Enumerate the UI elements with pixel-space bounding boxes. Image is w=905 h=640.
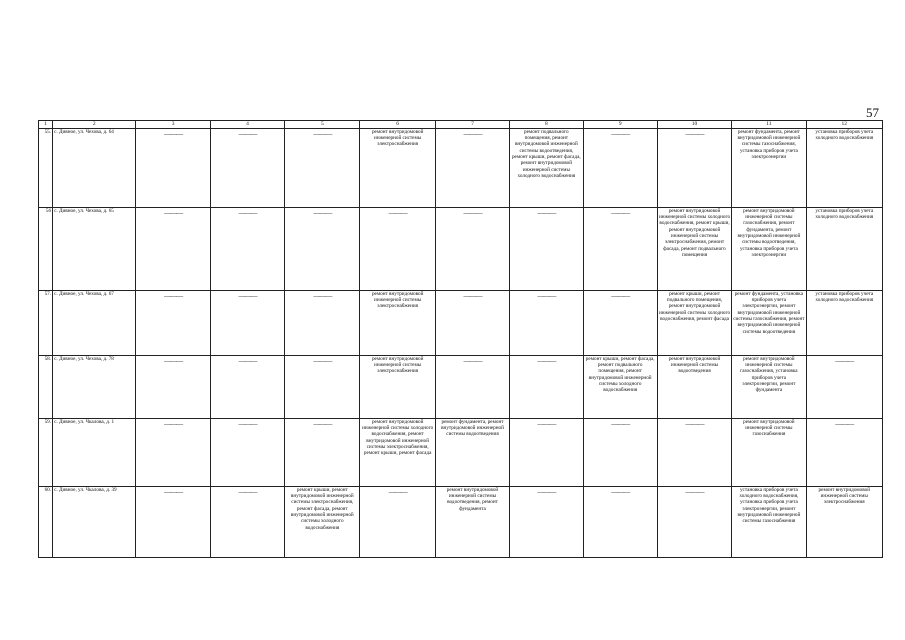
dash-mark: ——— bbox=[685, 487, 704, 496]
dash-mark: ——— bbox=[611, 208, 630, 217]
cell-col3 bbox=[136, 290, 210, 355]
address-cell: с. Дивное, ул. Чкалова, д. 39 bbox=[53, 486, 136, 557]
dash-mark: ——— bbox=[537, 356, 556, 365]
cell-col7: ремонт внутридомовой инженерной системы водоотведения, ремонт фундамента bbox=[435, 486, 509, 557]
table-row bbox=[39, 128, 883, 207]
cell-col4 bbox=[210, 355, 284, 418]
col-header: 10 bbox=[657, 121, 731, 129]
cell-col10 bbox=[657, 418, 731, 486]
dash-mark: ——— bbox=[685, 419, 704, 428]
cell-col3 bbox=[136, 418, 210, 486]
dash-mark: ——— bbox=[835, 419, 854, 428]
cell-col12 bbox=[806, 418, 882, 486]
cell-col6 bbox=[360, 207, 435, 290]
table-row bbox=[39, 207, 883, 290]
dash-mark: ——— bbox=[313, 129, 332, 138]
dash-mark: ——— bbox=[537, 208, 556, 217]
header-row bbox=[39, 121, 883, 129]
cell-col6: ремонт внутридомовой инженерной системы электроснабжения bbox=[360, 290, 435, 355]
cell-col5 bbox=[285, 418, 360, 486]
cell-col5 bbox=[285, 128, 360, 207]
address-cell: с. Дивное, ул. Чехова, д. 78 bbox=[53, 355, 136, 418]
cell-col7 bbox=[435, 355, 509, 418]
dash-mark: ——— bbox=[537, 419, 556, 428]
dash-mark: ——— bbox=[611, 291, 630, 300]
col-header: 5 bbox=[285, 121, 360, 129]
dash-mark: ——— bbox=[238, 129, 257, 138]
cell-col7 bbox=[435, 290, 509, 355]
cell-col9: ремонт крыши, ремонт фасада, ремонт подвального помещения, ремонт внутридомовой инженерной системы холодного водоснабжения bbox=[583, 355, 657, 418]
cell-col8 bbox=[510, 418, 583, 486]
cell-col7 bbox=[435, 128, 509, 207]
dash-mark: ——— bbox=[164, 208, 183, 217]
cell-col10: ремонт крыши, ремонт подвального помещения, ремонт внутридомовой инженерной системы холодного водоснабжения, ремонт фасада bbox=[657, 290, 731, 355]
dash-mark: ——— bbox=[313, 419, 332, 428]
repair-schedule-table bbox=[38, 120, 883, 558]
col-header: 8 bbox=[510, 121, 583, 129]
dash-mark: ——— bbox=[685, 129, 704, 138]
page-number: 57 bbox=[866, 105, 879, 120]
dash-mark: ——— bbox=[611, 129, 630, 138]
cell-col9 bbox=[583, 290, 657, 355]
cell-col9 bbox=[583, 486, 657, 557]
cell-col5: ремонт крыши, ремонт внутридомовой инженерной системы электроснабжения, ремонт фасада, ремонт внутридомовой инженерной системы холодного водоснабжения bbox=[285, 486, 360, 557]
cell-col8 bbox=[510, 290, 583, 355]
cell-col12 bbox=[806, 355, 882, 418]
col-header: 3 bbox=[136, 121, 210, 129]
dash-mark: ——— bbox=[238, 356, 257, 365]
cell-col4 bbox=[210, 128, 284, 207]
cell-col4 bbox=[210, 290, 284, 355]
dash-mark: ——— bbox=[463, 129, 482, 138]
row-number: 55. bbox=[39, 128, 53, 207]
dash-mark: ——— bbox=[238, 487, 257, 496]
cell-col11: ремонт внутридомовой инженерной системы газоснабжения bbox=[732, 418, 806, 486]
col-header: 2 bbox=[53, 121, 136, 129]
col-header: 11 bbox=[732, 121, 806, 129]
dash-mark: ——— bbox=[835, 356, 854, 365]
cell-col5 bbox=[285, 355, 360, 418]
row-number: 59. bbox=[39, 418, 53, 486]
cell-col9 bbox=[583, 418, 657, 486]
cell-col4 bbox=[210, 486, 284, 557]
cell-col12: установка приборов учета холодного водоснабжения bbox=[806, 207, 882, 290]
cell-col10 bbox=[657, 486, 731, 557]
dash-mark: ——— bbox=[388, 487, 407, 496]
dash-mark: ——— bbox=[611, 419, 630, 428]
cell-col11: ремонт внутридомовой инженерной системы газоснабжения, ремонт фундамента, ремонт внутридомовой инженерной системы водоотведения, установка приборов учета электроэнергии bbox=[732, 207, 806, 290]
dash-mark: ——— bbox=[164, 291, 183, 300]
cell-col8 bbox=[510, 207, 583, 290]
cell-col10 bbox=[657, 128, 731, 207]
cell-col6: ремонт внутридомовой инженерной системы электроснабжения bbox=[360, 128, 435, 207]
dash-mark: ——— bbox=[238, 208, 257, 217]
cell-col5 bbox=[285, 290, 360, 355]
cell-col9 bbox=[583, 207, 657, 290]
dash-mark: ——— bbox=[313, 356, 332, 365]
col-header: 12 bbox=[806, 121, 882, 129]
cell-col3 bbox=[136, 355, 210, 418]
address-cell: с. Дивное, ул. Чехова, д. 64 bbox=[53, 128, 136, 207]
dash-mark: ——— bbox=[164, 487, 183, 496]
dash-mark: ——— bbox=[164, 356, 183, 365]
dash-mark: ——— bbox=[313, 291, 332, 300]
cell-col9 bbox=[583, 128, 657, 207]
cell-col12: установка приборов учета холодного водоснабжения bbox=[806, 290, 882, 355]
col-header: 6 bbox=[360, 121, 435, 129]
cell-col10: ремонт внутридомовой инженерной системы холодного водоснабжения, ремонт крыши, ремонт внутридомовой инженерной системы электроснабжения, ремонт фасада, ремонт подвального помещения bbox=[657, 207, 731, 290]
cell-col3 bbox=[136, 486, 210, 557]
col-header: 4 bbox=[210, 121, 284, 129]
dash-mark: ——— bbox=[463, 208, 482, 217]
col-header: 7 bbox=[435, 121, 509, 129]
row-number: 56 bbox=[39, 207, 53, 290]
dash-mark: ——— bbox=[611, 487, 630, 496]
dash-mark: ——— bbox=[238, 419, 257, 428]
dash-mark: ——— bbox=[388, 208, 407, 217]
cell-col3 bbox=[136, 128, 210, 207]
cell-col6 bbox=[360, 486, 435, 557]
dash-mark: ——— bbox=[164, 419, 183, 428]
cell-col8: ремонт подвального помещения, ремонт внутридомовой инженерной системы водоотведения, ремонт крыши, ремонт фасада, ремонт внутридомовой инженерной системы холодного водоснабжения bbox=[510, 128, 583, 207]
address-cell: с. Дивное, ул. Чкалова, д. 1 bbox=[53, 418, 136, 486]
dash-mark: ——— bbox=[463, 291, 482, 300]
cell-col6: ремонт внутридомовой инженерной системы холодного водоснабжения, ремонт внутридомовой инженерной системы электроснабжения, ремонт крыши, ремонт фасада bbox=[360, 418, 435, 486]
cell-col4 bbox=[210, 207, 284, 290]
address-cell: с. Дивное, ул. Чехова, д. 65 bbox=[53, 207, 136, 290]
row-number: 60. bbox=[39, 486, 53, 557]
cell-col12: ремонт внутридомовой инженерной системы электроснабжения bbox=[806, 486, 882, 557]
table-row bbox=[39, 355, 883, 418]
dash-mark: ——— bbox=[537, 291, 556, 300]
dash-mark: ——— bbox=[463, 356, 482, 365]
dash-mark: ——— bbox=[238, 291, 257, 300]
cell-col11: ремонт фундамента, ремонт внутридомовой инженерной системы газоснабжения, установка приборов учета электроэнергии bbox=[732, 128, 806, 207]
table-row bbox=[39, 290, 883, 355]
col-header: 1 bbox=[39, 121, 53, 129]
cell-col11: установка приборов учета холодного водоснабжения, установка приборов учета электроэнергии, ремонт внутридомовой инженерной системы газоснабжения bbox=[732, 486, 806, 557]
cell-col7: ремонт фундамента, ремонт внутридомовой инженерной системы водоотведения bbox=[435, 418, 509, 486]
cell-col10: ремонт внутридомовой инженерной системы водоотведения bbox=[657, 355, 731, 418]
row-number: 57. bbox=[39, 290, 53, 355]
row-number: 58. bbox=[39, 355, 53, 418]
cell-col12: установка приборов учета холодного водоснабжения bbox=[806, 128, 882, 207]
dash-mark: ——— bbox=[313, 208, 332, 217]
cell-col6: ремонт внутридомовой инженерной системы электроснабжения bbox=[360, 355, 435, 418]
cell-col8 bbox=[510, 355, 583, 418]
col-header: 9 bbox=[583, 121, 657, 129]
dash-mark: ——— bbox=[537, 487, 556, 496]
table-row bbox=[39, 418, 883, 486]
dash-mark: ——— bbox=[164, 129, 183, 138]
cell-col7 bbox=[435, 207, 509, 290]
address-cell: с. Дивное, ул. Чехова, д. 67 bbox=[53, 290, 136, 355]
cell-col3 bbox=[136, 207, 210, 290]
cell-col5 bbox=[285, 207, 360, 290]
cell-col4 bbox=[210, 418, 284, 486]
cell-col8 bbox=[510, 486, 583, 557]
table-row bbox=[39, 486, 883, 557]
cell-col11: ремонт фундамента, установка приборов учета электроэнергии, ремонт внутридомовой инженерной системы газоснабжения, ремонт внутридомовой инженерной системы водоотведения bbox=[732, 290, 806, 355]
cell-col11: ремонт внутридомовой инженерной системы газоснабжения, установка приборов учета электроэнергии, ремонт фундамента bbox=[732, 355, 806, 418]
